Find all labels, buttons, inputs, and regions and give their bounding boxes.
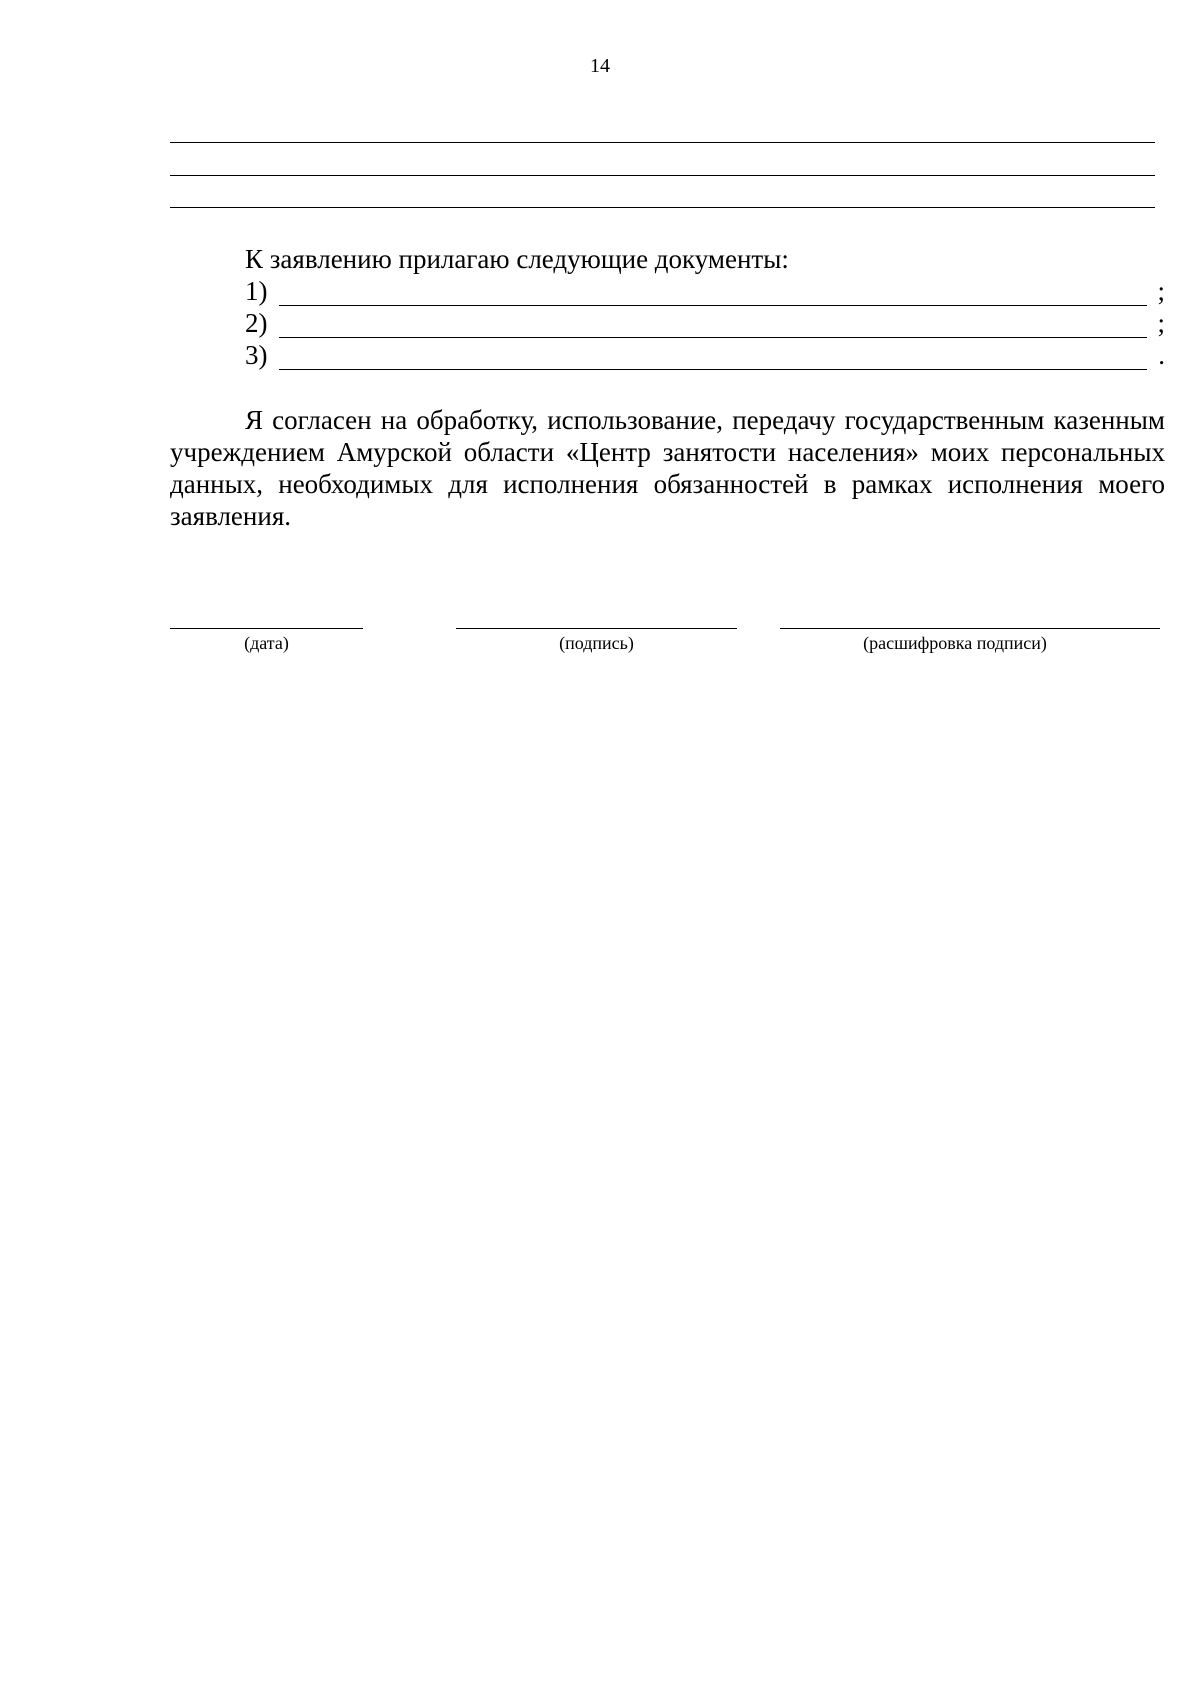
attachment-number: 3) [245,340,268,370]
date-block [170,628,363,654]
attachment-end-mark: . [1158,340,1165,370]
signature-decoding-block [780,628,1160,654]
attachment-item [245,276,1165,308]
consent-paragraph: Я согласен на обработку, использование, передачу государственным казенным учреждением Амурской области «Центр занятости населения» моих персональных данных, необходимых для исполнения обязанностей в рамках исполнения моего заявления. [170,405,1165,531]
signature-line[interactable] [456,628,737,629]
attachments-heading: К заявлению прилагаю следующие документы: [245,244,789,274]
date-caption: (дата) [244,633,289,653]
signature-decoding-line[interactable] [780,628,1160,629]
attachment-item [245,340,1165,372]
attachment-item [245,308,1165,340]
attachment-fill-line[interactable] [279,369,1147,370]
blank-line-2[interactable] [170,175,1155,176]
signature-block [456,628,737,654]
attachment-fill-line[interactable] [279,337,1147,338]
blank-line-1[interactable] [170,142,1155,143]
blank-line-3[interactable] [170,207,1155,208]
page-number: 14 [590,55,610,77]
signature-caption: (подпись) [559,633,634,653]
attachment-end-mark: ; [1157,276,1165,306]
attachment-number: 2) [245,308,268,338]
signature-decoding-caption: (расшифровка подписи) [863,633,1047,653]
date-line[interactable] [170,628,363,629]
attachment-fill-line[interactable] [279,305,1147,306]
attachment-number: 1) [245,276,268,306]
attachment-end-mark: ; [1157,308,1165,338]
